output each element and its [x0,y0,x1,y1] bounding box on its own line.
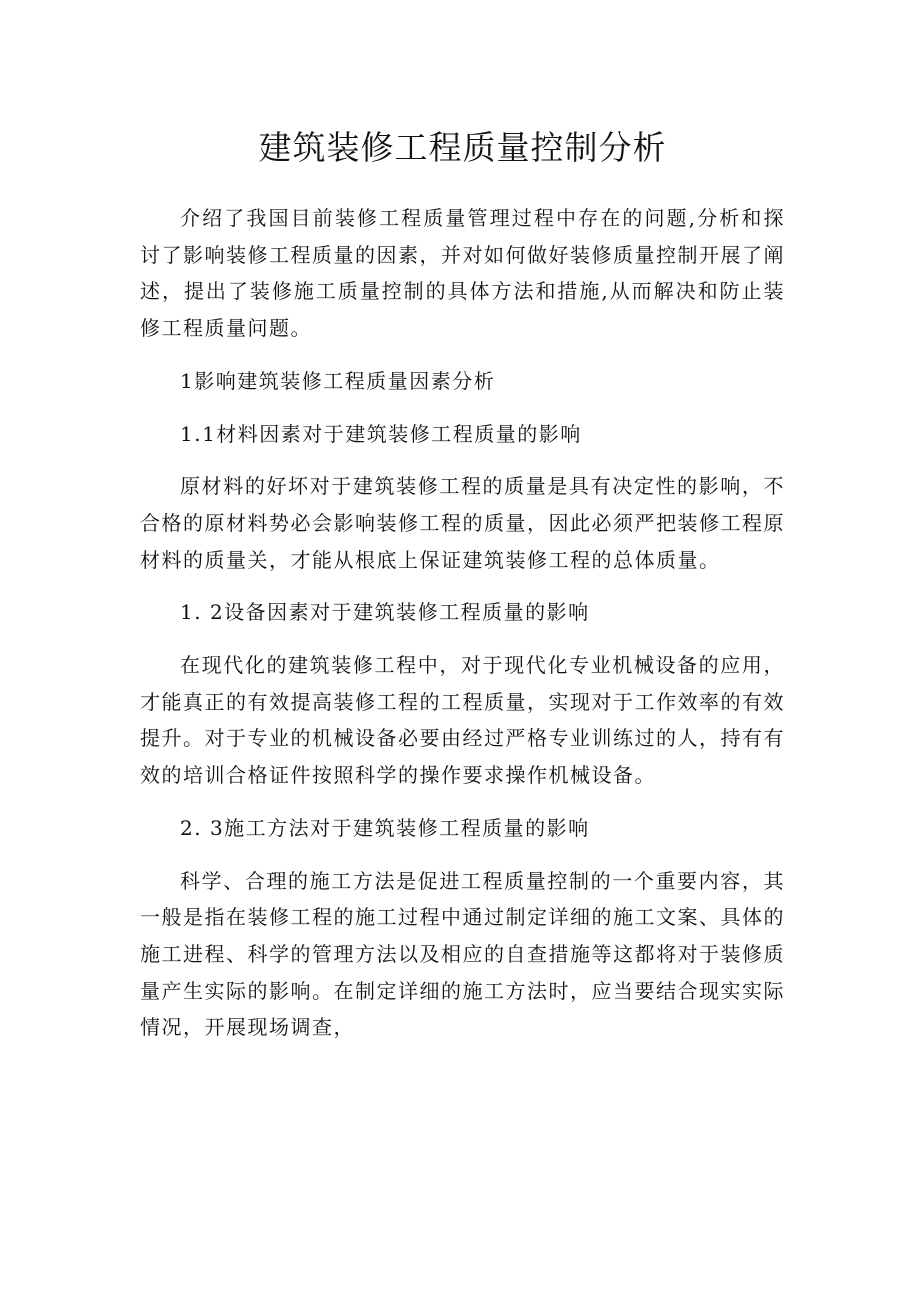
abstract-paragraph: 介绍了我国目前装修工程质量管理过程中存在的问题,分析和探讨了影响装修工程质量的因素，并对如何做好装修质量控制开展了阐述，提出了装修施工质量控制的具体方法和措施,从而解决和防止装修工程质量问题。 [140,206,785,341]
section-1-2-heading: 1. 2设备因素对于建筑装修工程质量的影响 [180,600,590,625]
document-title: 建筑装修工程质量控制分析 [258,128,667,167]
section-2-3-heading: 2. 3施工方法对于建筑装修工程质量的影响 [180,815,590,840]
section-1-2-paragraph: 在现代化的建筑装修工程中，对于现代化专业机械设备的应用，才能真正的有效提高装修工程的工程质量，实现对于工作效率的有效提升。对于专业的机械设备必要由经过严格专业训练过的人，持有有效的培训合格证件按照科学的操作要求操作机械设备。 [140,653,785,788]
section-1-heading: 1影响建筑装修工程质量因素分析 [180,368,496,393]
section-1-1-heading: 1.1材料因素对于建筑装修工程质量的影响 [180,421,582,446]
section-1-1-paragraph: 原材料的好坏对于建筑装修工程的质量是具有决定性的影响，不合格的原材料势必会影响装修工程的质量，因此必须严把装修工程原材料的质量关，才能从根底上保证建筑装修工程的总体质量。 [140,474,785,572]
section-2-3-paragraph: 科学、合理的施工方法是促进工程质量控制的一个重要内容，其一般是指在装修工程的施工过程中通过制定详细的施工文案、具体的施工进程、科学的管理方法以及相应的自查措施等这都将对于装修质量产生实际的影响。在制定详细的施工方法时，应当要结合现实实际情况，开展现场调查， [140,868,785,1040]
document-body [140,200,785,1046]
